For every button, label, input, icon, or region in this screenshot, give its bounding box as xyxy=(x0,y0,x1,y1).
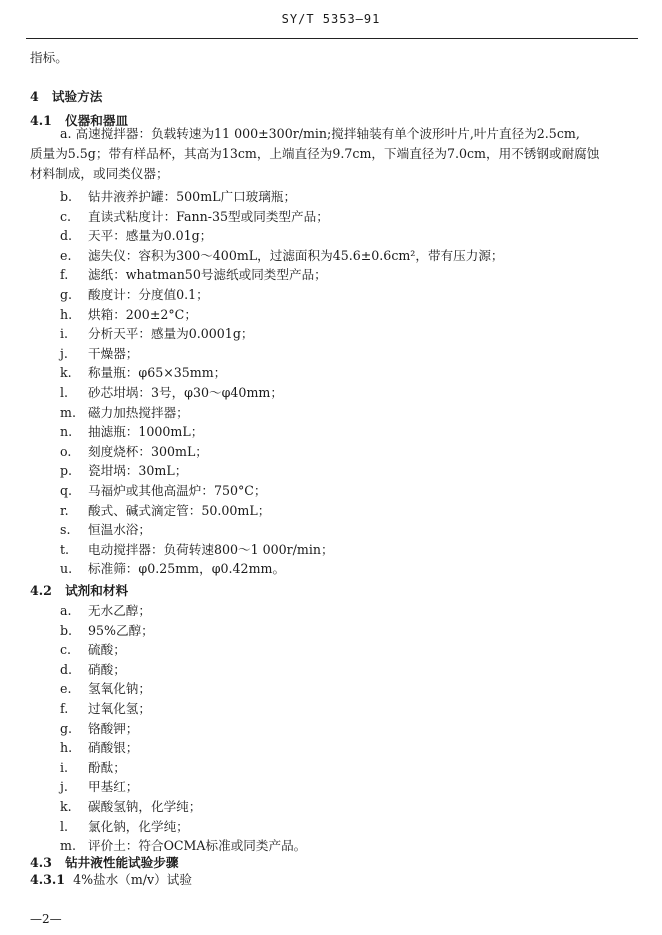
equipment-item xyxy=(60,402,189,421)
reagent-item-label: a. xyxy=(60,603,72,618)
equipment-item-text: 酸式、碱式滴定管：50.00mL； xyxy=(88,502,271,518)
section-4-3-1-number: 4.3.1 xyxy=(30,872,66,887)
equipment-item xyxy=(60,539,334,558)
equipment-item-text: 抽滤瓶：1000mL； xyxy=(88,424,204,440)
equipment-item xyxy=(60,421,203,440)
page-number: —2— xyxy=(30,912,62,926)
equipment-item xyxy=(60,323,253,342)
reagent-item-label: g. xyxy=(60,720,73,736)
section-4-number: 4 xyxy=(30,89,39,104)
section-4-2-heading xyxy=(30,580,128,599)
equipment-item-text: 烘箱：200±2°C； xyxy=(88,306,197,322)
section-4-3-title: 钻井液性能试验步骤 xyxy=(65,855,179,870)
equipment-item xyxy=(60,480,267,499)
reagent-item-label: i. xyxy=(60,759,69,775)
reagent-item-label: j. xyxy=(60,779,68,795)
equipment-item-text: 砂芯坩埚：3号，φ30～φ40mm； xyxy=(88,385,283,400)
reagent-item-label: b. xyxy=(60,622,73,638)
equipment-item xyxy=(60,382,283,401)
equipment-item-label: u. xyxy=(60,561,73,577)
reagent-item xyxy=(60,678,151,697)
equipment-item-label: e. xyxy=(60,247,72,263)
equipment-item-text: 钻井液养护罐：500mL广口玻璃瓶； xyxy=(88,189,297,204)
section-4-2-title: 试剂和材料 xyxy=(65,583,129,598)
reagent-item xyxy=(60,816,189,835)
equipment-item xyxy=(60,500,270,519)
equipment-item-label: j. xyxy=(60,345,68,361)
equipment-item-label: o. xyxy=(60,443,72,459)
equipment-item-label: i. xyxy=(60,326,69,342)
equipment-item-text: 滤失仪：容积为300～400mL，过滤面积为45.6±0.6cm²，带有压力源； xyxy=(88,247,504,263)
equipment-item-text: 标准筛：φ0.25mm，φ0.42mm。 xyxy=(88,561,286,577)
reagent-item-text: 硫酸； xyxy=(88,642,126,658)
equipment-item-text: 刻度烧杯：300mL； xyxy=(88,443,208,459)
reagent-item-text: 碳酸氢钠，化学纯； xyxy=(88,799,202,814)
equipment-item-text: 酸度计：分度值0.1； xyxy=(88,287,209,302)
equipment-item-label: m. xyxy=(60,404,76,420)
section-4-3-1-heading xyxy=(30,872,192,888)
equipment-item-text: 磁力加热搅拌器； xyxy=(88,404,189,420)
reagent-item-label: e. xyxy=(60,681,72,697)
equipment-item-text: 干燥器； xyxy=(88,345,139,361)
reagent-item xyxy=(60,737,138,756)
equipment-item-label: k. xyxy=(60,365,72,381)
equipment-item-text: 直读式粘度计：Fann-35型或同类型产品； xyxy=(88,208,329,224)
equipment-item xyxy=(60,519,151,538)
equipment-item xyxy=(60,362,226,381)
equipment-item-text: 天平：感量为0.01g； xyxy=(88,228,213,244)
reagent-item-label: c. xyxy=(60,642,72,658)
header-rule xyxy=(26,38,638,39)
equipment-item-label: l. xyxy=(60,385,69,400)
equipment-item xyxy=(60,343,138,362)
equipment-item xyxy=(60,206,329,225)
equipment-item xyxy=(60,186,296,205)
reagent-item-text: 95%乙醇； xyxy=(88,622,154,638)
reagent-item-text: 硝酸银； xyxy=(88,740,139,756)
equipment-item-text: 恒温水浴； xyxy=(88,522,151,538)
equipment-item-label: h. xyxy=(60,306,73,322)
equipment-item xyxy=(60,304,197,323)
intro-text: 指标。 xyxy=(30,50,68,65)
section-4-3-1-title: 4%盐水（m/v）试验 xyxy=(73,872,192,887)
equipment-item-label: g. xyxy=(60,287,73,302)
reagent-item-text: 无水乙醇； xyxy=(88,603,151,618)
reagent-item-text: 氯化钠，化学纯； xyxy=(88,818,189,834)
equipment-item-label: n. xyxy=(60,424,73,440)
equipment-item-text: 滤纸：whatman50号滤纸或同类型产品； xyxy=(88,267,327,283)
reagent-item-label: h. xyxy=(60,740,73,756)
equipment-item-text: 马福炉或其他高温炉：750°C； xyxy=(88,483,267,498)
section-4-1-number: 4.1 xyxy=(30,113,52,128)
reagent-item xyxy=(60,757,126,776)
equipment-item-text: 电动搅拌器：负荷转速800～1 000r/min； xyxy=(88,541,334,557)
equipment-item xyxy=(60,558,285,577)
item-a-line-3: 材料制成，或同类仪器； xyxy=(30,166,169,181)
standard-code-header: SY/T 5353—91 xyxy=(281,12,381,26)
reagent-item-text: 甲基红； xyxy=(88,779,139,795)
equipment-item-label: s. xyxy=(60,522,71,538)
section-4-heading xyxy=(30,86,102,105)
reagent-item-label: m. xyxy=(60,838,76,854)
equipment-item xyxy=(60,225,212,244)
equipment-item-label: p. xyxy=(60,463,73,479)
equipment-item-label: b. xyxy=(60,189,73,204)
equipment-item-label: f. xyxy=(60,267,69,283)
reagent-item xyxy=(60,639,126,658)
equipment-item xyxy=(60,245,504,264)
equipment-item-label: q. xyxy=(60,483,73,498)
reagent-item xyxy=(60,776,138,795)
reagent-item-label: d. xyxy=(60,661,73,677)
reagent-item xyxy=(60,620,154,639)
equipment-item-text: 分析天平：感量为0.0001g； xyxy=(88,326,254,342)
equipment-item-label: c. xyxy=(60,208,72,224)
section-4-1-title: 仪器和器皿 xyxy=(65,113,129,128)
section-4-3-number: 4.3 xyxy=(30,855,52,870)
equipment-item-text: 称量瓶：φ65×35mm； xyxy=(88,365,227,381)
equipment-item-label: r. xyxy=(60,502,69,518)
section-4-title: 试验方法 xyxy=(51,89,103,104)
reagent-item xyxy=(60,659,126,678)
item-a-line-1: a. 高速搅拌器：负载转速为11 000±300r/min;搅拌轴装有单个波形叶片,叶片直径为2.5cm, xyxy=(60,126,580,141)
reagent-item xyxy=(60,600,151,619)
equipment-item-label: d. xyxy=(60,228,73,244)
item-a-line-2: 质量为5.5g；带有样品杯，其高为13cm，上端直径为9.7cm，下端直径为7.0cm，用不锈钢或耐腐蚀 xyxy=(30,146,600,161)
reagent-item-label: k. xyxy=(60,799,72,814)
reagent-item-text: 过氧化氢； xyxy=(88,701,151,716)
equipment-item xyxy=(60,264,327,283)
reagent-item xyxy=(60,718,138,737)
section-4-3-heading xyxy=(30,852,178,871)
equipment-item xyxy=(60,284,209,303)
reagent-item-text: 酚酞； xyxy=(88,759,126,775)
equipment-item-label: t. xyxy=(60,541,70,557)
equipment-item-text: 瓷坩埚：30mL； xyxy=(88,463,188,479)
reagent-item-text: 氢氧化钠； xyxy=(88,681,151,697)
reagent-item-text: 评价土：符合OCMA标准或同类产品。 xyxy=(88,838,307,854)
reagent-item-text: 铬酸钾； xyxy=(88,720,139,736)
reagent-item xyxy=(60,698,151,717)
reagent-item-label: f. xyxy=(60,701,69,716)
section-4-2-number: 4.2 xyxy=(30,583,52,598)
equipment-item xyxy=(60,441,208,460)
equipment-item xyxy=(60,460,187,479)
reagent-item xyxy=(60,796,201,815)
reagent-item-label: l. xyxy=(60,818,69,834)
reagent-item-text: 硝酸； xyxy=(88,661,126,677)
